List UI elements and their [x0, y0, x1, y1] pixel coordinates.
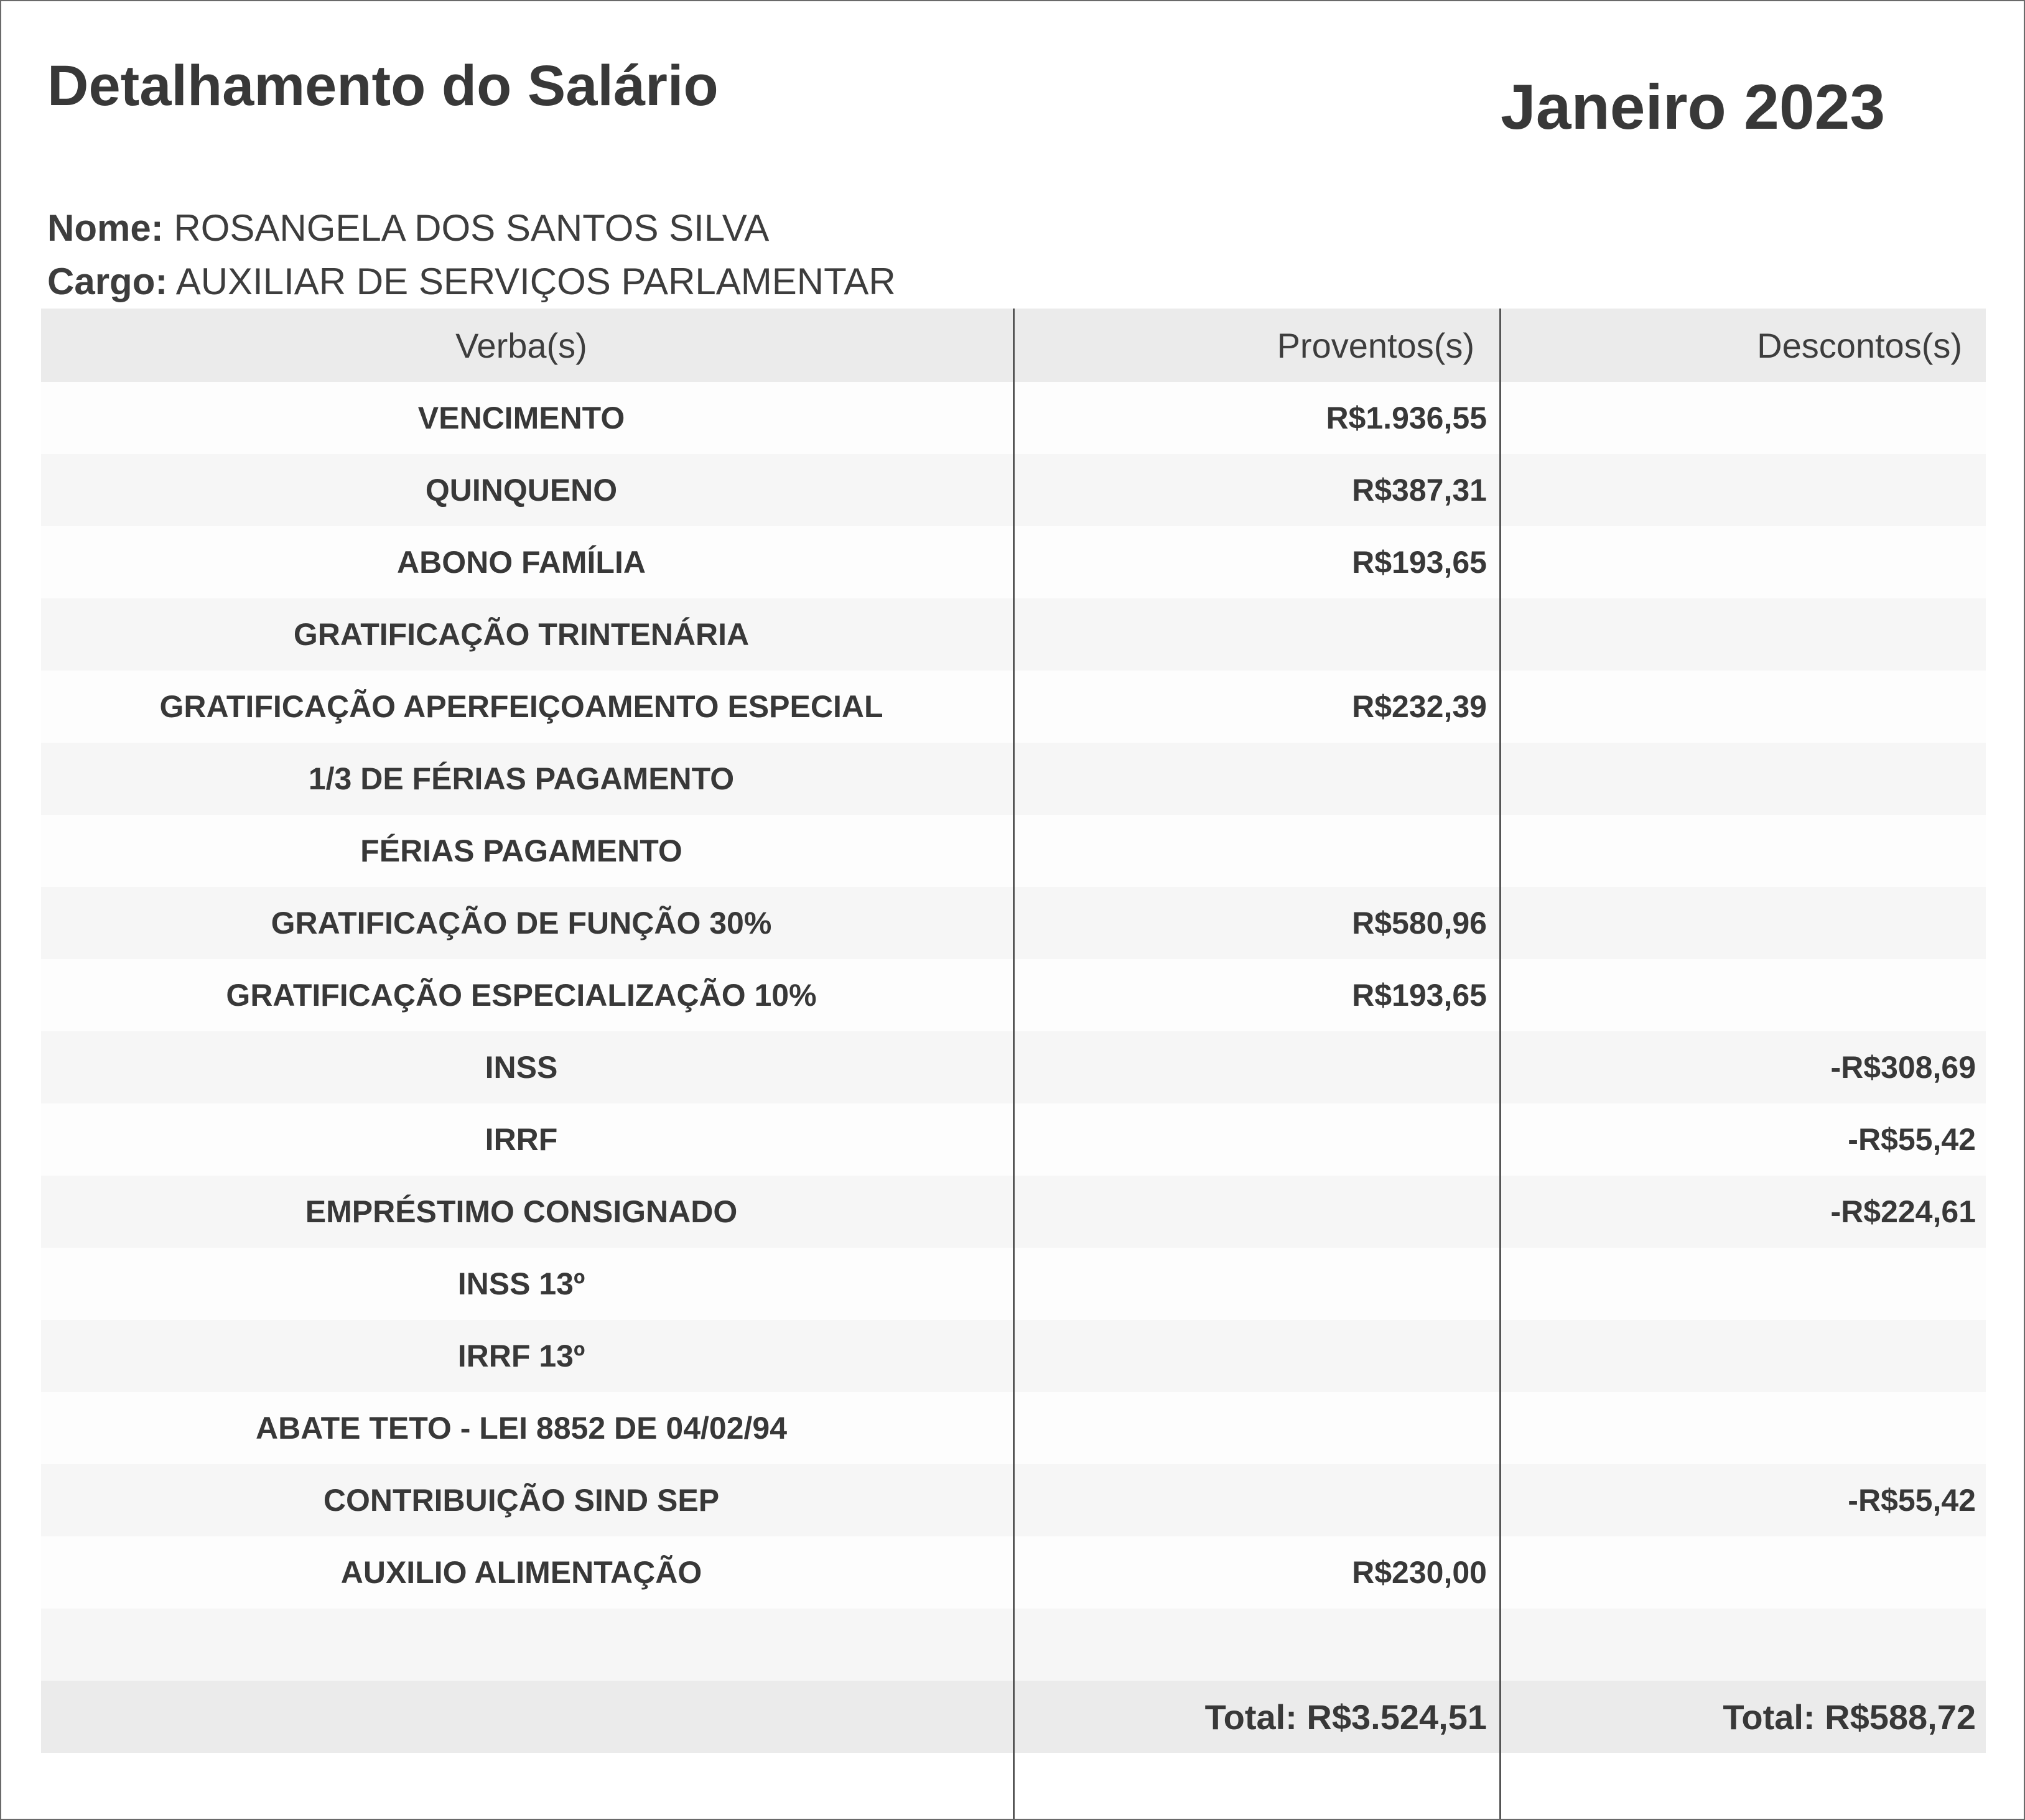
- page-title: Detalhamento do Salário: [47, 54, 719, 118]
- proventos-cell: [1014, 598, 1501, 671]
- verba-cell: GRATIFICAÇÃO DE FUNÇÃO 30%: [271, 906, 772, 940]
- proventos-cell: R$230,00: [1352, 1555, 1487, 1590]
- descontos-cell: [1501, 1536, 1986, 1609]
- verba-cell: [41, 1609, 1014, 1681]
- verba-cell: QUINQUENO: [425, 473, 618, 508]
- descontos-cell: -R$308,69: [1830, 1050, 1976, 1085]
- verba-cell: INSS 13º: [457, 1266, 585, 1301]
- name-label: Nome:: [47, 207, 164, 249]
- descontos-cell: [1501, 887, 1986, 959]
- verba-cell: GRATIFICAÇÃO APERFEIÇOAMENTO ESPECIAL: [159, 689, 883, 724]
- descontos-cell: -R$55,42: [1848, 1483, 1976, 1518]
- proventos-cell: R$232,39: [1352, 689, 1487, 724]
- total-proventos: Total: R$3.524,51: [1204, 1697, 1487, 1737]
- verba-cell: FÉRIAS PAGAMENTO: [360, 833, 682, 868]
- proventos-cell: [1014, 1103, 1501, 1176]
- reference-period: Janeiro 2023: [1501, 72, 1886, 142]
- proventos-cell: [1014, 1176, 1501, 1248]
- verba-cell: ABATE TETO - LEI 8852 DE 04/02/94: [255, 1411, 788, 1446]
- column-divider-descontos: [1499, 309, 1501, 1819]
- proventos-cell: [1014, 1248, 1501, 1320]
- descontos-cell: [1501, 598, 1986, 671]
- proventos-cell: R$387,31: [1352, 473, 1487, 508]
- total-descontos: Total: R$588,72: [1723, 1697, 1976, 1737]
- descontos-cell: -R$55,42: [1848, 1122, 1976, 1157]
- employee-name-line: [47, 207, 769, 249]
- descontos-cell: [1501, 454, 1986, 526]
- verba-cell: GRATIFICAÇÃO TRINTENÁRIA: [293, 617, 750, 652]
- proventos-cell: R$1.936,55: [1326, 401, 1487, 435]
- proventos-cell: R$193,65: [1352, 978, 1487, 1013]
- descontos-cell: [1501, 1609, 1986, 1681]
- verba-cell: VENCIMENTO: [417, 401, 625, 435]
- descontos-cell: [1501, 671, 1986, 743]
- column-divider-proventos: [1013, 309, 1015, 1819]
- verba-cell: CONTRIBUIÇÃO SIND SEP: [323, 1483, 720, 1518]
- role-label: Cargo:: [47, 261, 168, 302]
- descontos-cell: -R$224,61: [1830, 1194, 1976, 1229]
- descontos-cell: [1501, 743, 1986, 815]
- descontos-cell: [1501, 1248, 1986, 1320]
- verba-cell: GRATIFICAÇÃO ESPECIALIZAÇÃO 10%: [226, 978, 817, 1013]
- column-header-proventos: Proventos(s): [1277, 325, 1474, 365]
- descontos-cell: [1501, 1392, 1986, 1464]
- proventos-cell: R$580,96: [1352, 906, 1487, 940]
- verba-cell: IRRF: [485, 1122, 558, 1157]
- verba-cell: INSS: [485, 1050, 558, 1085]
- proventos-cell: [1014, 743, 1501, 815]
- proventos-cell: [1014, 1320, 1501, 1392]
- proventos-cell: [1014, 1392, 1501, 1464]
- proventos-cell: [1014, 1609, 1501, 1681]
- employee-name: ROSANGELA DOS SANTOS SILVA: [174, 207, 770, 249]
- verba-cell: EMPRÉSTIMO CONSIGNADO: [305, 1194, 738, 1229]
- employee-role-line: [47, 260, 896, 303]
- proventos-cell: [1014, 1031, 1501, 1103]
- descontos-cell: [1501, 382, 1986, 454]
- totals-label-cell: [41, 1681, 1014, 1753]
- descontos-cell: [1501, 959, 1986, 1031]
- verba-cell: ABONO FAMÍLIA: [397, 545, 646, 580]
- proventos-cell: [1014, 1464, 1501, 1536]
- verba-cell: IRRF 13º: [457, 1339, 585, 1373]
- proventos-cell: R$193,65: [1352, 545, 1487, 580]
- employee-role: AUXILIAR DE SERVIÇOS PARLAMENTAR: [175, 261, 896, 302]
- verba-cell: 1/3 DE FÉRIAS PAGAMENTO: [308, 761, 735, 796]
- column-header-verba: Verba(s): [455, 325, 587, 365]
- descontos-cell: [1501, 526, 1986, 598]
- descontos-cell: [1501, 1320, 1986, 1392]
- column-header-descontos: Descontos(s): [1757, 325, 1962, 365]
- verba-cell: AUXILIO ALIMENTAÇÃO: [340, 1555, 702, 1590]
- proventos-cell: [1014, 815, 1501, 887]
- descontos-cell: [1501, 815, 1986, 887]
